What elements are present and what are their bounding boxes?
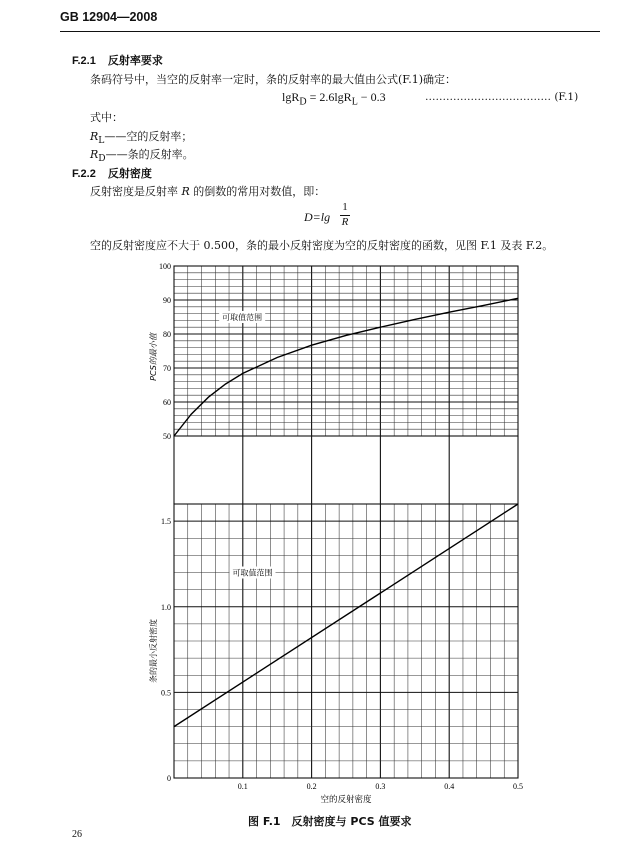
symbol-sub: L	[98, 135, 105, 147]
section-title: 反射率要求	[107, 54, 163, 67]
formula-sub: D	[299, 96, 307, 108]
header-rule	[60, 31, 600, 32]
tick-label-y: 0.5	[161, 688, 171, 698]
y-axis-label: PCS的最小值	[149, 333, 158, 381]
annotation-label: 可取值范围	[232, 568, 273, 578]
paragraph-f22	[90, 183, 325, 199]
symbol: R	[90, 148, 99, 161]
chart-marks	[174, 298, 518, 726]
top-chart-grid	[174, 266, 518, 436]
tick-label-y: 60	[163, 398, 171, 407]
section-f22-heading	[72, 165, 152, 181]
figure-f1-chart	[149, 260, 528, 805]
definition-rl	[90, 128, 192, 146]
tick-label-y: 100	[159, 262, 171, 271]
tick-label-y: 80	[163, 330, 171, 339]
formula-lhs: D=lg	[304, 210, 331, 224]
paragraph-summary: 空的反射密度应不大于 0.500，条的最小反射密度为空的反射密度的函数，见图 F.1 及表 F.2。	[90, 239, 554, 252]
x-axis-label: 空的反射密度	[320, 795, 372, 805]
formula-f1	[282, 90, 386, 107]
symbol-sub: D	[98, 153, 106, 165]
fraction-denominator: R	[341, 216, 349, 228]
section-number: F.2.1	[72, 55, 96, 67]
formula-part: lgR	[282, 90, 300, 104]
formula-ref-f1: ……………………………… (F.1)	[425, 91, 579, 103]
tick-label-y: 1.0	[161, 602, 171, 612]
where-label: 式中：	[90, 111, 123, 124]
formula-part: − 0.3	[357, 90, 386, 104]
figure-caption: 图 F.1 反射密度与 PCS 值要求	[248, 815, 412, 828]
section-number: F.2.2	[72, 168, 96, 180]
bar-density-line	[174, 504, 518, 727]
formula-sub: L	[351, 96, 358, 108]
formula-part: = 2.6lgR	[306, 90, 352, 104]
definition-text: ——条的反射率。	[105, 148, 194, 161]
top-chart-frame	[174, 266, 518, 436]
fraction-numerator: 1	[342, 201, 348, 213]
tick-label-y: 50	[163, 432, 171, 441]
tick-label-y: 90	[163, 296, 171, 305]
chart-labels	[148, 262, 523, 805]
tick-label-x: 0.1	[237, 782, 248, 791]
standard-code: GB 12904—2008	[60, 10, 158, 24]
gap-grid-lines	[243, 436, 449, 504]
text-part: 的倒数的常用对数值，即：	[189, 185, 326, 198]
symbol: R	[90, 130, 99, 143]
section-title: 反射密度	[107, 167, 152, 180]
tick-label-x: 0.4	[444, 782, 455, 791]
symbol: R	[181, 185, 190, 198]
chart-frames	[174, 266, 518, 778]
bottom-chart-grid	[174, 504, 518, 778]
text-part: 反射密度是反射率	[90, 185, 182, 198]
paragraph-f21: 条码符号中，当空的反射率一定时，条的反射率的最大值由公式(F.1)确定：	[90, 73, 456, 86]
tick-label-x: 0.2	[306, 782, 317, 791]
definition-text: ——空的反射率；	[104, 130, 193, 143]
definition-rd	[90, 146, 194, 164]
tick-label-x: 0.5	[513, 782, 523, 791]
page-number: 26	[72, 829, 82, 840]
tick-label-y: 70	[163, 364, 171, 373]
tick-label-y: 1.5	[161, 517, 171, 527]
tick-label-x: 0.3	[375, 782, 386, 791]
tick-label-y: 0	[167, 774, 171, 783]
section-f21-heading	[72, 52, 163, 68]
y-axis-label: 条的最小反射密度	[149, 619, 158, 683]
annotation-label: 可取值范围	[222, 313, 263, 322]
